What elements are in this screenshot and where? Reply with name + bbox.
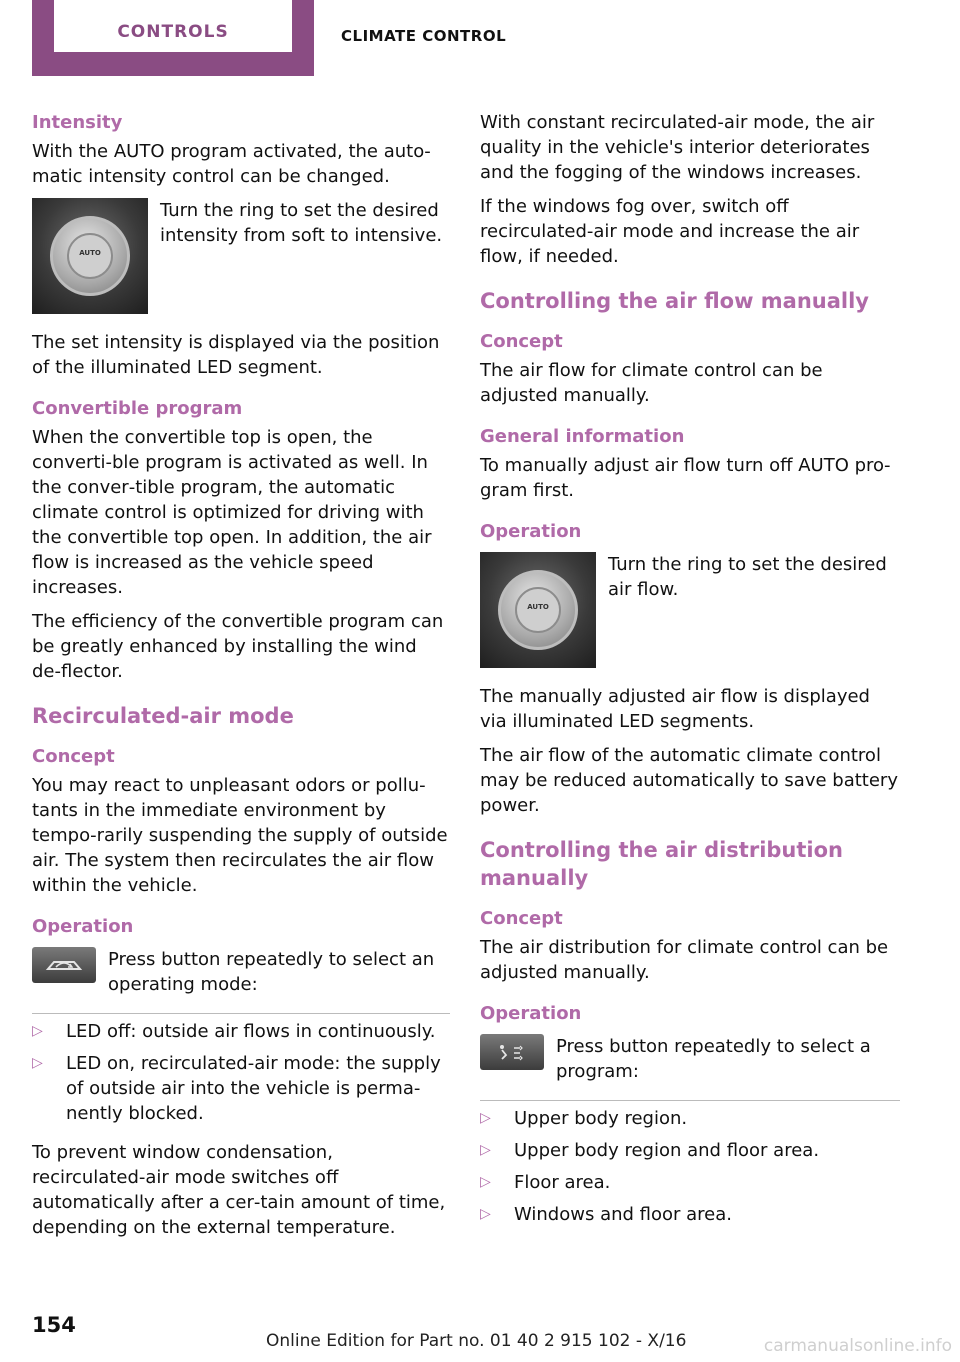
air-distribution-button-image <box>480 1034 544 1070</box>
intensity-figure <box>32 198 450 314</box>
recirc-operation-heading: Operation <box>32 916 134 937</box>
air-distribution-concept-heading: Concept <box>480 908 563 929</box>
list-item: ▷ LED off: outside air flows in continuously. <box>32 1014 450 1046</box>
air-distribution-figure <box>480 1034 900 1084</box>
left-column <box>32 110 450 1249</box>
general-information-paragraph: To manually adjust air flow turn off AUTO pro‐gram first. <box>480 455 891 501</box>
recirc-figure-text: Press button repeatedly to select an operating mode: <box>108 949 435 995</box>
recirc-mode-list <box>32 1013 450 1128</box>
intensity-paragraph-1: With the AUTO program activated, the auto‐matic intensity control can be changed. <box>32 141 431 187</box>
air-flow-heading: Controlling the air flow manually <box>480 289 869 313</box>
air-distribution-heading: Controlling the air distribution manually <box>480 838 843 890</box>
air-flow-concept-heading: Concept <box>480 331 563 352</box>
convertible-paragraph-2: The efficiency of the convertible program can be greatly enhanced by installing the wind de‐flector. <box>32 611 444 682</box>
condensation-paragraph: To prevent window condensation, recirculated-air mode switches off automatically after a cer‐tain amount of time, depending on the external temperature. <box>32 1142 446 1238</box>
list-item: ▷ LED on, recirculated-air mode: the supply of outside air into the vehicle is perma‐nently blocked. <box>32 1046 450 1128</box>
air-distribution-icon <box>492 1042 532 1062</box>
air-flow-paragraph-2: The air flow of the automatic climate control may be reduced automatically to save battery power. <box>480 745 898 816</box>
section-title: CLIMATE CONTROL <box>341 27 507 45</box>
recirc-concept-paragraph: You may react to unpleasant odors or pollu‐tants in the immediate environment by tempo‐rarily suspending the supply of outside air. The system then recirculates the air flow within the vehicle. <box>32 775 448 896</box>
air-distribution-concept-paragraph: The air distribution for climate control can be adjusted manually. <box>480 937 889 983</box>
dial-auto-label: AUTO <box>527 603 549 611</box>
air-distribution-program-list <box>480 1100 900 1229</box>
recirc-concept-heading: Concept <box>32 746 115 767</box>
convertible-paragraph-1: When the convertible top is open, the converti‐ble program is activated as well. In the conver‐tible program, the automatic climate control is optimized for driving with the convertible top open. In addition, the air flow is increased as the vehicle speed increases. <box>32 427 432 598</box>
list-item: ▷ Upper body region. <box>480 1101 900 1133</box>
list-item: ▷ Windows and floor area. <box>480 1197 900 1229</box>
intensity-heading: Intensity <box>32 112 123 133</box>
convertible-heading: Convertible program <box>32 398 243 419</box>
edition-footer: Online Edition for Part no. 01 40 2 915 102 - X/16 <box>266 1331 687 1351</box>
chapter-tab <box>32 0 314 76</box>
list-item: ▷ Upper body region and floor area. <box>480 1133 900 1165</box>
chapter-tab-label: CONTROLS <box>117 22 229 42</box>
dial-auto-label: AUTO <box>79 249 101 257</box>
watermark: carmanualsonline.info <box>763 1336 952 1356</box>
constant-recirc-paragraph-2: If the windows fog over, switch off recirculated-air mode and increase the air flow, if needed. <box>480 196 860 267</box>
air-flow-figure-text: Turn the ring to set the desired air flow. <box>608 554 887 600</box>
general-information-heading: General information <box>480 426 685 447</box>
climate-dial-image <box>480 552 596 668</box>
air-flow-concept-paragraph: The air flow for climate control can be adjusted manually. <box>480 360 823 406</box>
air-flow-figure <box>480 552 900 668</box>
right-column <box>480 110 900 1241</box>
climate-dial-image <box>32 198 148 314</box>
recirculation-icon <box>44 955 84 975</box>
recirc-figure <box>32 947 450 997</box>
recirculation-button-image <box>32 947 96 983</box>
air-distribution-operation-heading: Operation <box>480 1003 582 1024</box>
air-flow-operation-heading: Operation <box>480 521 582 542</box>
list-item: ▷ Floor area. <box>480 1165 900 1197</box>
constant-recirc-paragraph-1: With constant recirculated-air mode, the air quality in the vehicle's interior deteriorates and the fogging of the windows increases. <box>480 112 875 183</box>
intensity-paragraph-2: The set intensity is displayed via the position of the illuminated LED segment. <box>32 332 440 378</box>
page-number: 154 <box>32 1313 76 1337</box>
air-flow-paragraph-1: The manually adjusted air flow is displayed via illuminated LED segments. <box>480 686 870 732</box>
recirculated-air-heading: Recirculated-air mode <box>32 704 294 728</box>
intensity-figure-text: Turn the ring to set the desired intensity from soft to intensive. <box>160 200 443 246</box>
air-distribution-figure-text: Press button repeatedly to select a program: <box>556 1036 871 1082</box>
